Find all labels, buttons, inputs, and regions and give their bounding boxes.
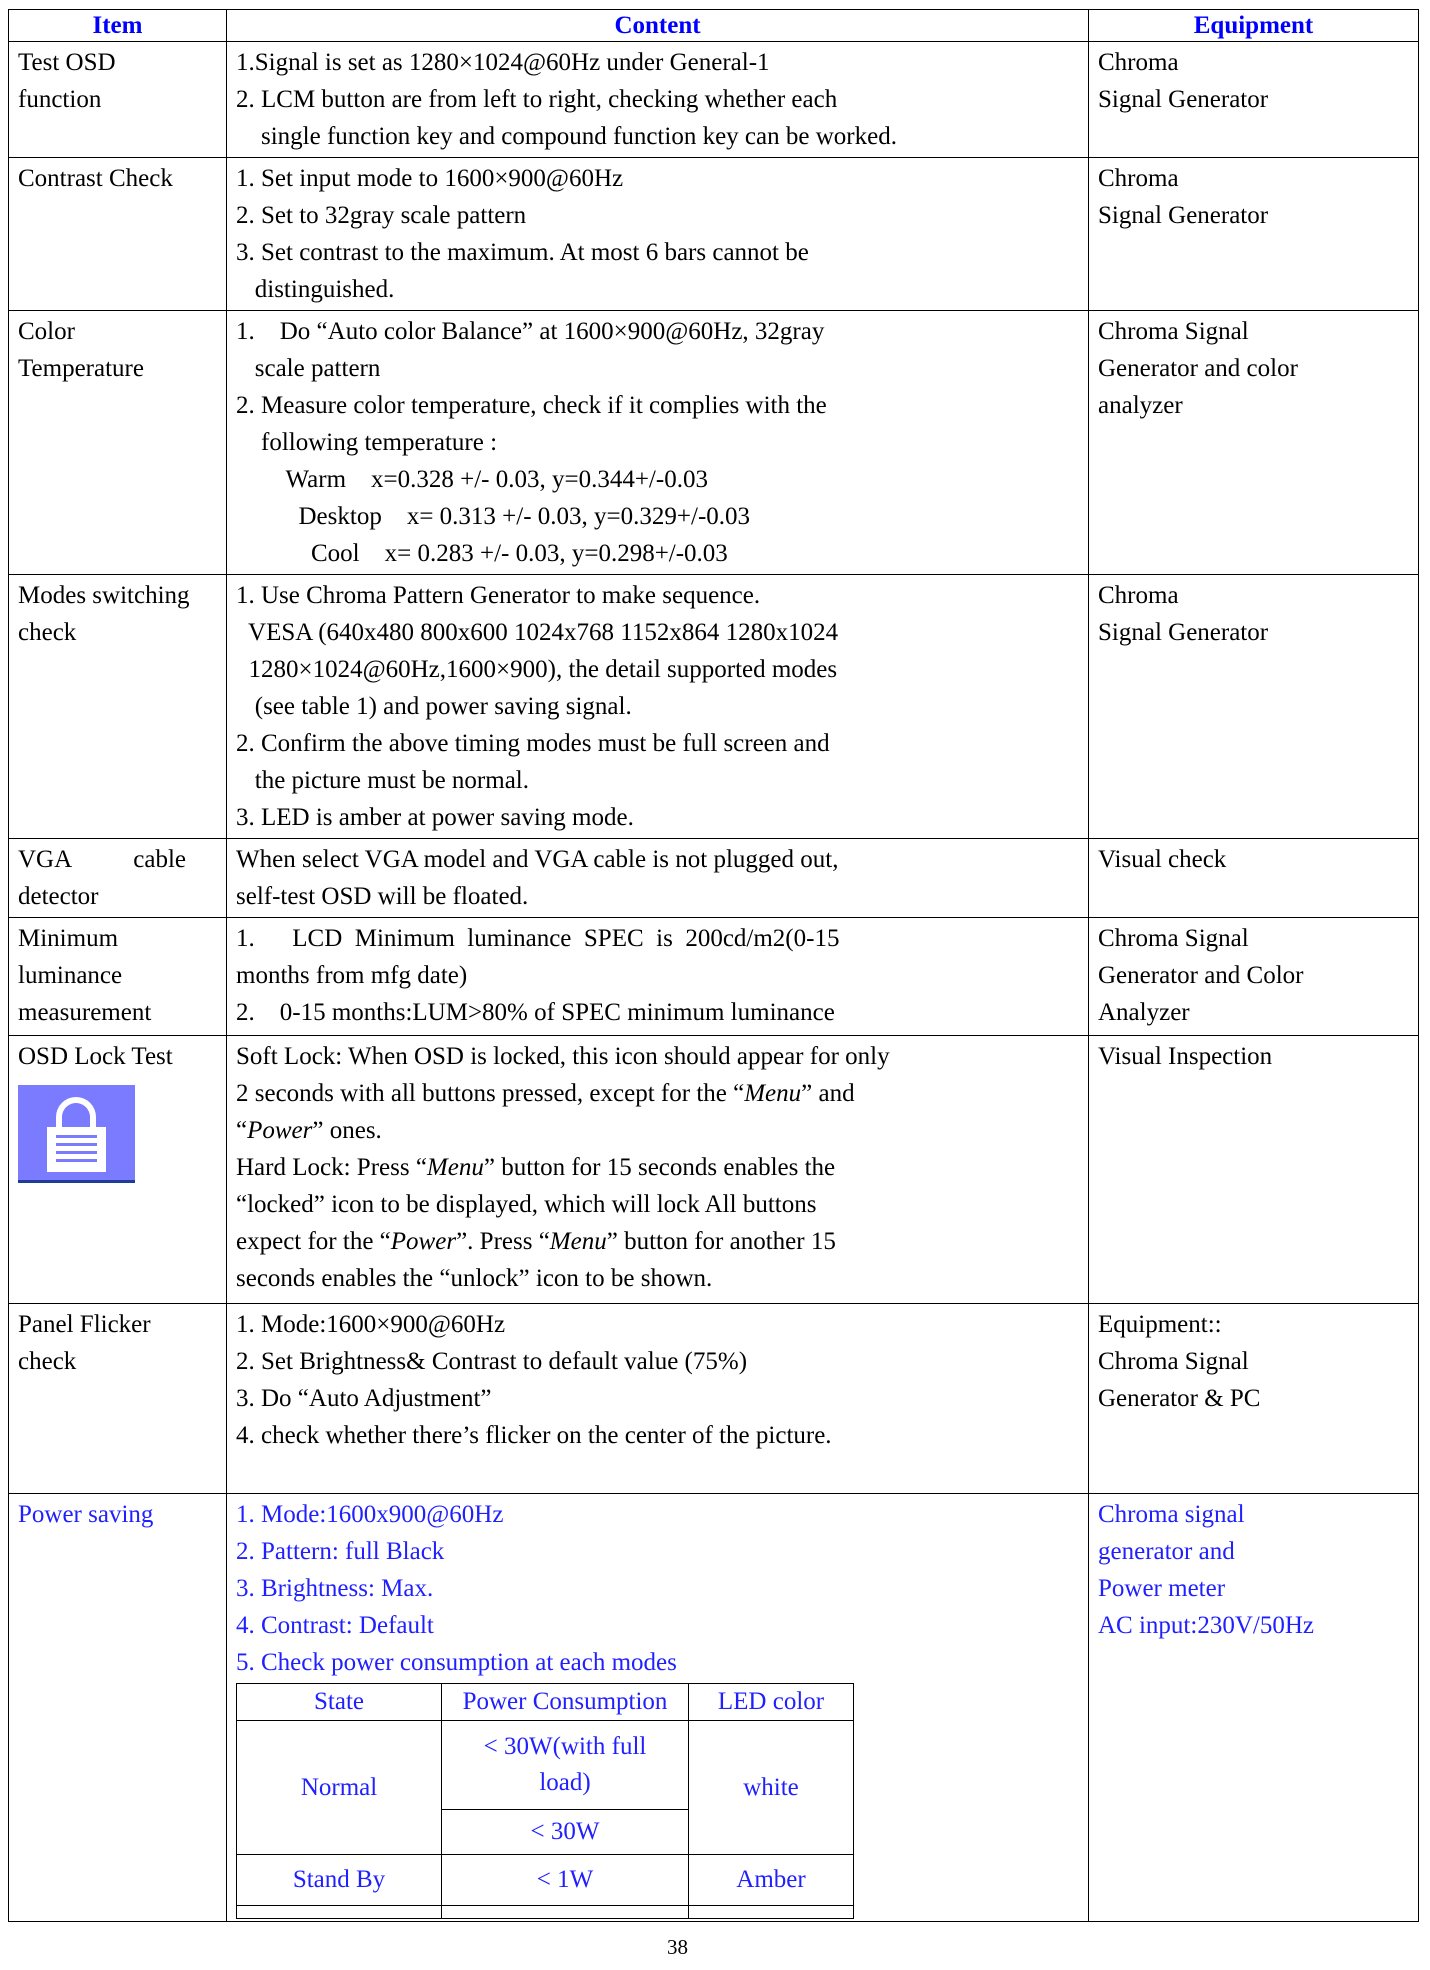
equipment-cell (1089, 839, 1419, 918)
item-cell (9, 158, 227, 311)
text-line: Visual Inspection (1098, 1043, 1273, 1070)
table-row (9, 158, 1419, 311)
text-line: Generator and color (1098, 355, 1298, 382)
test-spec-table (8, 9, 1419, 1922)
text-line: OSD Lock Test (18, 1043, 173, 1070)
header-item: Item (9, 10, 227, 42)
text-line: Minimum (18, 925, 119, 952)
text-line: Hard Lock: Press “Menu” button for 15 seconds enables the (236, 1154, 836, 1181)
power-header-state: State (237, 1684, 442, 1721)
item-cell (9, 311, 227, 575)
text-line: 2 seconds with all buttons pressed, except for the “Menu” and (236, 1080, 855, 1107)
text-line: Power meter (1098, 1575, 1226, 1602)
text-line: check (18, 619, 77, 646)
power-header-consumption: Power Consumption (442, 1684, 689, 1721)
content-cell (227, 311, 1089, 575)
text-line: (see table 1) and power saving signal. (236, 693, 632, 720)
text-line: 1280×1024@60Hz,1600×900), the detail supported modes (236, 656, 838, 683)
power-state-normal: Normal (237, 1721, 442, 1855)
text-line: 3. Set contrast to the maximum. At most 6 bars cannot be (236, 239, 809, 266)
content-cell (227, 1304, 1089, 1494)
equipment-cell (1089, 1036, 1419, 1304)
equipment-cell (1089, 918, 1419, 1036)
table-row (9, 311, 1419, 575)
text-line: Chroma Signal (1098, 318, 1249, 345)
text-line: 2. Pattern: full Black (236, 1538, 445, 1565)
text-line: Temperature (18, 355, 144, 382)
text-line: Generator & PC (1098, 1385, 1261, 1412)
power-row-cut (689, 1906, 854, 1919)
text-line: 3. Do “Auto Adjustment” (236, 1385, 492, 1412)
text-line: single function key and compound function key can be worked. (236, 123, 897, 150)
table-row (9, 918, 1419, 1036)
equipment-cell (1089, 575, 1419, 839)
text-line: Desktop x= 0.313 +/- 0.03, y=0.329+/-0.03 (236, 503, 751, 530)
text-line: 2. LCM button are from left to right, checking whether each (236, 86, 838, 113)
text-line: 3. Brightness: Max. (236, 1575, 434, 1602)
content-cell (227, 839, 1089, 918)
text-line: Signal Generator (1098, 619, 1269, 646)
item-cell (9, 575, 227, 839)
text-line: Power saving (18, 1501, 154, 1528)
text-line: Soft Lock: When OSD is locked, this icon should appear for only (236, 1043, 890, 1070)
text-line: 1.Signal is set as 1280×1024@60Hz under General-1 (236, 49, 770, 76)
text-line: 3. LED is amber at power saving mode. (236, 804, 634, 831)
text-line: distinguished. (236, 276, 395, 303)
text-line: “locked” icon to be displayed, which will lock All buttons (236, 1191, 817, 1218)
item-cell (9, 839, 227, 918)
content-cell (227, 1494, 1089, 1922)
power-row-cut (237, 1906, 442, 1919)
lock-icon (18, 1085, 135, 1183)
text-line: VESA (640x480 800x600 1024x768 1152x864 1280x1024 (236, 619, 839, 646)
text-line: Color (18, 318, 75, 345)
text-line: seconds enables the “unlock” icon to be shown. (236, 1265, 713, 1292)
header-equipment: Equipment (1089, 10, 1419, 42)
text-line: 4. Contrast: Default (236, 1612, 434, 1639)
content-cell (227, 158, 1089, 311)
text-line: Chroma signal (1098, 1501, 1245, 1528)
text-line: months from mfg date) (236, 962, 468, 989)
text-line: the picture must be normal. (236, 767, 529, 794)
text-line: Cool x= 0.283 +/- 0.03, y=0.298+/-0.03 (236, 540, 728, 567)
text-line: self-test OSD will be floated. (236, 883, 529, 910)
text-line: < 30W(with full (483, 1733, 647, 1760)
table-row (9, 42, 1419, 158)
text-line: 1. Use Chroma Pattern Generator to make sequence. (236, 582, 761, 609)
power-row-cut (442, 1906, 689, 1919)
text-line: 1. Mode:1600×900@60Hz (236, 1311, 506, 1338)
text-line: detector (18, 883, 99, 910)
text-line: 2. Set to 32gray scale pattern (236, 202, 527, 229)
table-row (9, 839, 1419, 918)
text-line: Chroma Signal (1098, 1348, 1249, 1375)
text-line: Contrast Check (18, 165, 173, 192)
text-line: VGA cable (18, 846, 187, 873)
equipment-cell (1089, 1304, 1419, 1494)
text-line: 2. Set Brightness& Contrast to default value (75%) (236, 1348, 748, 1375)
text-line: 1. Mode:1600x900@60Hz (236, 1501, 504, 1528)
power-led-standby: Amber (689, 1855, 854, 1906)
power-standby-value: < 1W (442, 1855, 689, 1906)
text-line: check (18, 1348, 77, 1375)
equipment-cell (1089, 1494, 1419, 1922)
text-line: 2. Measure color temperature, check if it complies with the (236, 392, 827, 419)
table-row (9, 1036, 1419, 1304)
text-line: AC input:230V/50Hz (1098, 1612, 1314, 1639)
text-line: 1. Do “Auto color Balance” at 1600×900@60Hz, 32gray (236, 318, 825, 345)
text-line: load) (539, 1769, 591, 1796)
content-cell (227, 1036, 1089, 1304)
power-normal-full (442, 1721, 689, 1810)
text-line: Signal Generator (1098, 202, 1269, 229)
text-line: Modes switching (18, 582, 190, 609)
equipment-cell (1089, 311, 1419, 575)
table-row (9, 1304, 1419, 1494)
text-line: Signal Generator (1098, 86, 1269, 113)
text-line: Panel Flicker (18, 1311, 151, 1338)
text-line: measurement (18, 999, 152, 1026)
power-normal-plain: < 30W (442, 1810, 689, 1855)
equipment-cell (1089, 42, 1419, 158)
text-line: Equipment:: (1098, 1311, 1222, 1338)
page-number: 38 (667, 1935, 688, 1959)
text-line: following temperature : (236, 429, 498, 456)
text-line: 5. Check power consumption at each modes (236, 1649, 677, 1676)
content-cell (227, 42, 1089, 158)
text-line: 2. 0-15 months:LUM>80% of SPEC minimum luminance (236, 999, 835, 1026)
header-content: Content (227, 10, 1089, 42)
text-line: luminance (18, 962, 123, 989)
text-line: Warm x=0.328 +/- 0.03, y=0.344+/-0.03 (236, 466, 708, 493)
text-line: Chroma (1098, 49, 1179, 76)
text-line: 2. Confirm the above timing modes must be full screen and (236, 730, 830, 757)
text-line: Test OSD (18, 49, 116, 76)
text-line: expect for the “Power”. Press “Menu” button for another 15 (236, 1228, 836, 1255)
power-header-led: LED color (689, 1684, 854, 1721)
text-line: 1. Set input mode to 1600×900@60Hz (236, 165, 624, 192)
equipment-cell (1089, 158, 1419, 311)
text-line: Chroma Signal (1098, 925, 1249, 952)
power-led-normal: white (689, 1721, 854, 1855)
text-line: When select VGA model and VGA cable is not plugged out, (236, 846, 839, 873)
text-line: 1. LCD Minimum luminance SPEC is 200cd/m2(0-15 (236, 925, 840, 952)
text-line: generator and (1098, 1538, 1235, 1565)
text-line: Chroma (1098, 165, 1179, 192)
table-row (9, 575, 1419, 839)
power-state-standby: Stand By (237, 1855, 442, 1906)
content-cell (227, 918, 1089, 1036)
text-line: Chroma (1098, 582, 1179, 609)
item-cell (9, 1494, 227, 1922)
content-cell (227, 575, 1089, 839)
item-cell (9, 1036, 227, 1304)
item-cell (9, 918, 227, 1036)
item-cell (9, 42, 227, 158)
text-line: Analyzer (1098, 999, 1190, 1026)
table-row (9, 1494, 1419, 1922)
text-line: function (18, 86, 102, 113)
table-header-row (9, 10, 1419, 42)
text-line: “Power” ones. (236, 1117, 382, 1144)
text-line: 4. check whether there’s flicker on the center of the picture. (236, 1422, 832, 1449)
text-line: Visual check (1098, 846, 1227, 873)
text-line: scale pattern (236, 355, 381, 382)
item-cell (9, 1304, 227, 1494)
text-line: analyzer (1098, 392, 1183, 419)
text-line: Generator and Color (1098, 962, 1304, 989)
power-consumption-table (236, 1683, 854, 1919)
